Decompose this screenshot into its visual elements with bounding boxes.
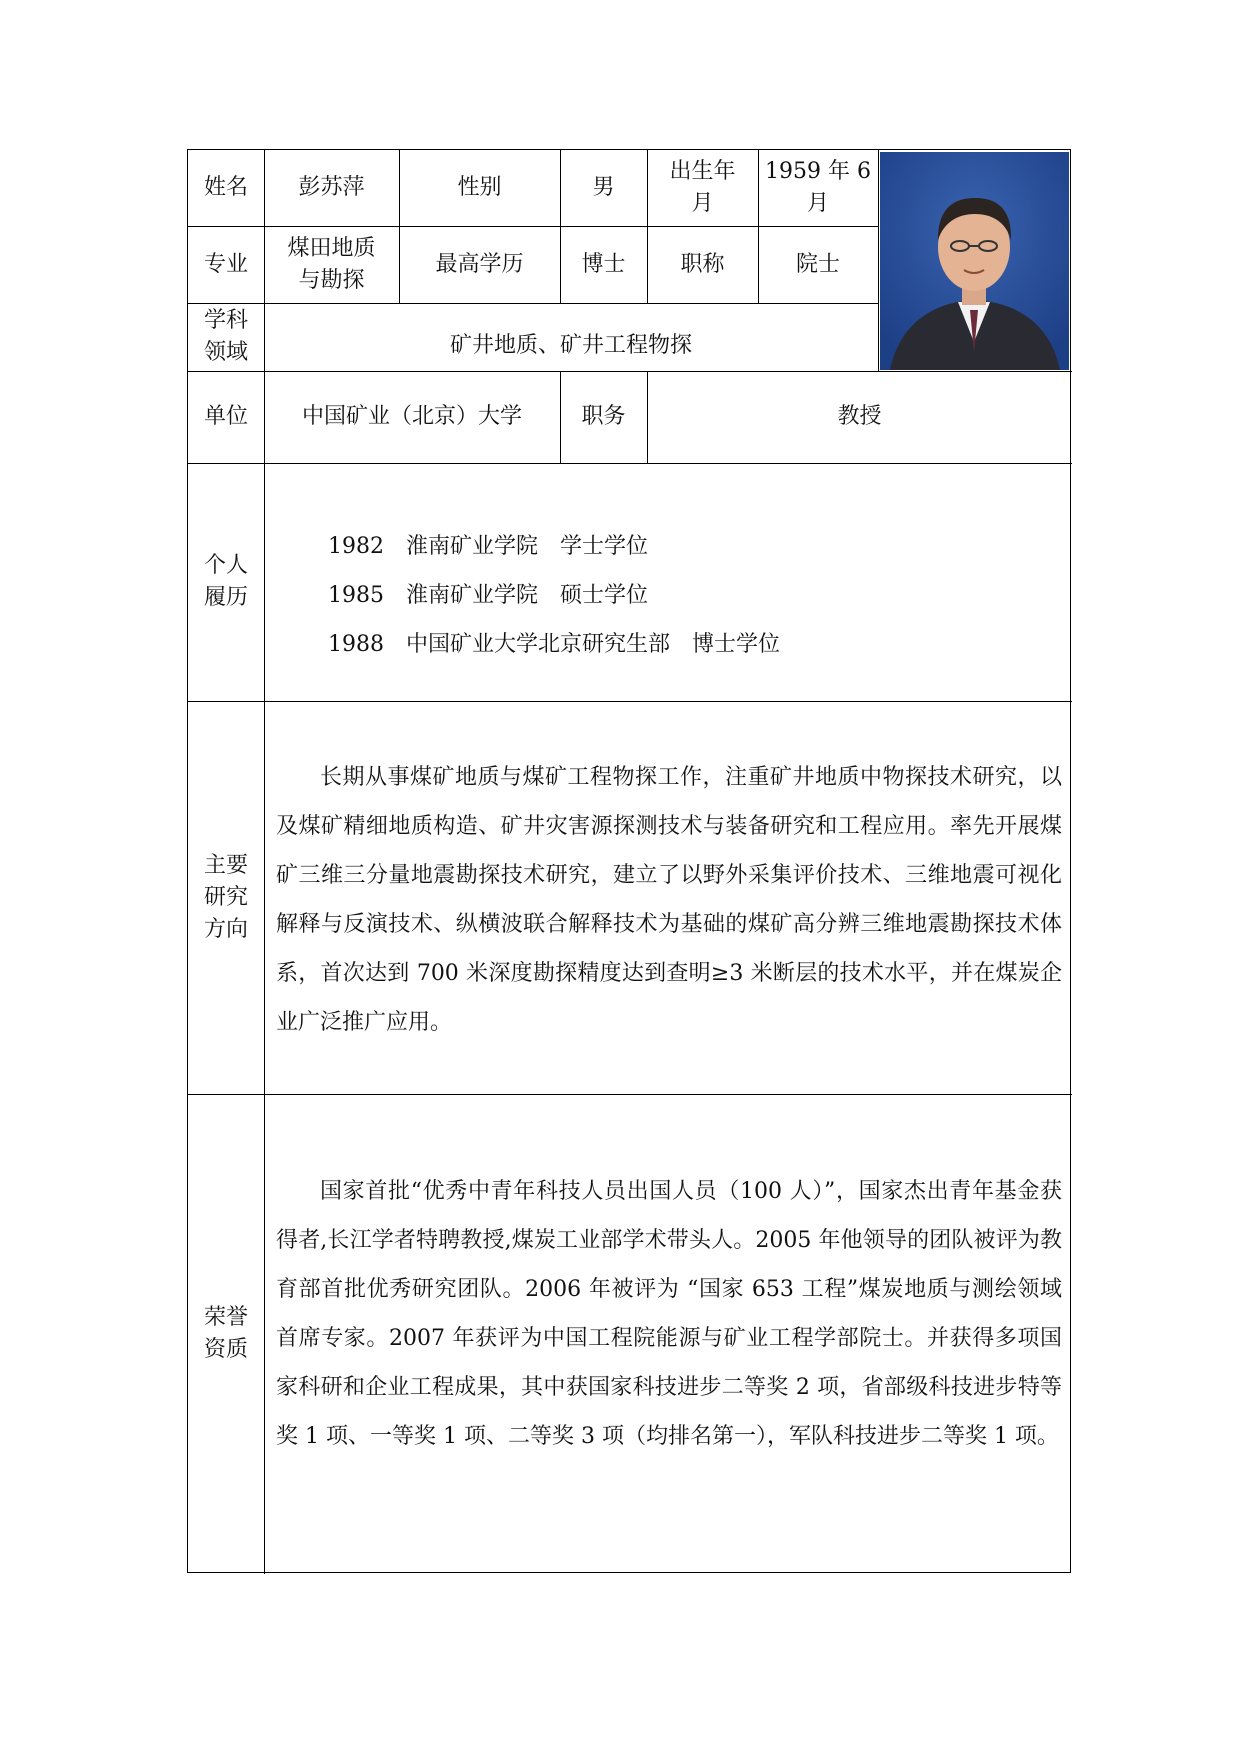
field-value: 矿井地质、矿井工程物探 bbox=[449, 332, 692, 358]
title-value: 院士 bbox=[795, 251, 840, 277]
position-value: 教授 bbox=[837, 404, 882, 429]
field-label: 学科 领域 bbox=[203, 308, 248, 365]
major-label: 专业 bbox=[203, 251, 248, 277]
honors-label: 荣誉 资质 bbox=[203, 1305, 248, 1362]
position-label: 职务 bbox=[581, 404, 626, 429]
portrait-icon bbox=[880, 152, 1069, 370]
unit-label: 单位 bbox=[203, 404, 248, 429]
major-value: 煤田地质 与勘探 bbox=[287, 235, 376, 293]
unit-value: 中国矿业（北京）大学 bbox=[301, 404, 522, 429]
title-label: 职称 bbox=[680, 251, 725, 277]
gender-value: 男 bbox=[592, 175, 615, 200]
resume-entry: 1988 中国矿业大学北京研究生部 博士学位 bbox=[328, 632, 780, 657]
degree-value: 博士 bbox=[581, 251, 626, 277]
name-label: 姓名 bbox=[203, 175, 248, 200]
degree-label: 最高学历 bbox=[435, 251, 524, 277]
grid-line bbox=[878, 150, 879, 371]
birth-label: 出生年 月 bbox=[669, 159, 736, 216]
grid-line bbox=[188, 463, 1072, 464]
grid-line bbox=[188, 1094, 1072, 1095]
birth-value: 1959 年 6 月 bbox=[765, 159, 871, 216]
honors-text: 国家首批“优秀中青年科技人员出国人员（100 人）”，国家杰出青年基金获得者,长江学者特聘教授,煤炭工业部学术带头人。2005 年他领导的团队被评为教育部首批优秀研究团队。2006 年被评为 “国家 653 工程”煤炭地质与测绘领域首席专家。2007 年获评为中国工程院能源与矿业工程学部院士。并获得多项国家科研和企业工程成果，其中获国家科技进步二等奖 2 项，省部级科技进步特等奖 1 项、一等奖 1 项、二等奖 3 项（均排名第一），军队科技进步二等奖 1 项。 bbox=[276, 1179, 1062, 1449]
gender-label: 性别 bbox=[457, 175, 502, 200]
grid-line bbox=[188, 701, 1072, 702]
portrait-photo bbox=[880, 152, 1069, 370]
research-text: 长期从事煤矿地质与煤矿工程物探工作，注重矿井地质中物探技术研究，以及煤矿精细地质构造、矿井灾害源探测技术与装备研究和工程应用。率先开展煤矿三维三分量地震勘探技术研究，建立了以野外采集评价技术、三维地震可视化解释与反演技术、纵横波联合解释技术为基础的煤矿高分辨三维地震勘探技术体系，首次达到 700 米深度勘探精度达到查明≥3 米断层的技术水平，并在煤炭企业广泛推广应用。 bbox=[276, 765, 1062, 1035]
resume-list bbox=[328, 522, 780, 669]
profile-form bbox=[187, 149, 1071, 1573]
research-label: 主要 研究 方向 bbox=[203, 852, 248, 942]
resume-entry: 1982 淮南矿业学院 学士学位 bbox=[328, 534, 648, 559]
resume-entry: 1985 淮南矿业学院 硕士学位 bbox=[328, 583, 648, 608]
grid-line bbox=[188, 303, 878, 304]
name-value: 彭苏萍 bbox=[298, 175, 365, 200]
resume-label: 个人 履历 bbox=[203, 553, 248, 610]
